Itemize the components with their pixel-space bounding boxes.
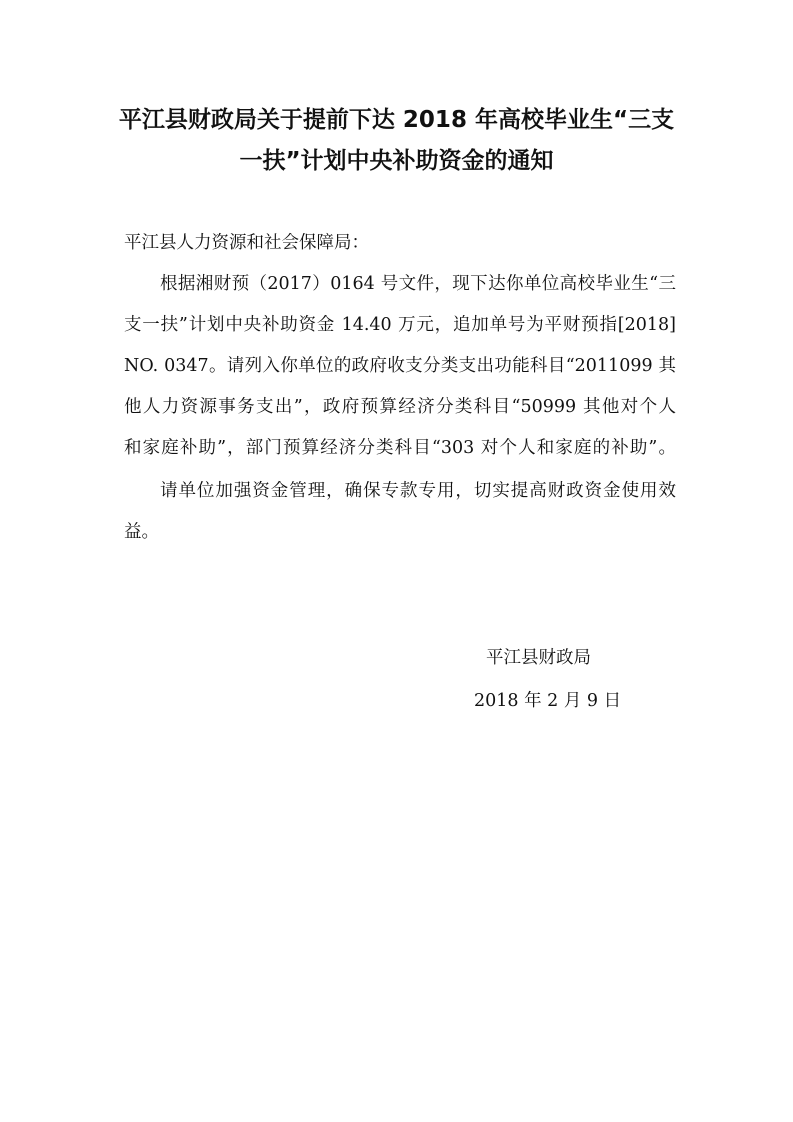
paragraph-line: 支一扶”计划中央补助资金 14.40 万元，追加单号为平财预指[2018]	[124, 315, 676, 335]
document-title-line-2: 一扶”计划中央补助资金的通知	[239, 148, 554, 174]
document-title-line-1: 平江县财政局关于提前下达 2018 年高校毕业生“三支	[118, 107, 675, 133]
paragraph-line: 他人力资源事务支出”，政府预算经济分类科目“50999 其他对个人	[124, 397, 676, 417]
signature-issuer: 平江县财政局	[486, 648, 591, 668]
paragraph-line: NO. 0347。请列入你单位的政府收支分类支出功能科目“2011099 其	[124, 356, 676, 376]
paragraph-line: 和家庭补助”，部门预算经济分类科目“303 对个人和家庭的补助”。	[124, 438, 676, 458]
signature-date: 2018 年 2 月 9 日	[474, 691, 622, 711]
paragraph-line: 益。	[124, 522, 159, 542]
paragraph-line: 根据湘财预（2017）0164 号文件，现下达你单位高校毕业生“三	[160, 274, 676, 294]
addressee: 平江县人力资源和社会保障局：	[124, 233, 369, 253]
paragraph-line: 请单位加强资金管理，确保专款专用，切实提高财政资金使用效	[160, 481, 676, 501]
